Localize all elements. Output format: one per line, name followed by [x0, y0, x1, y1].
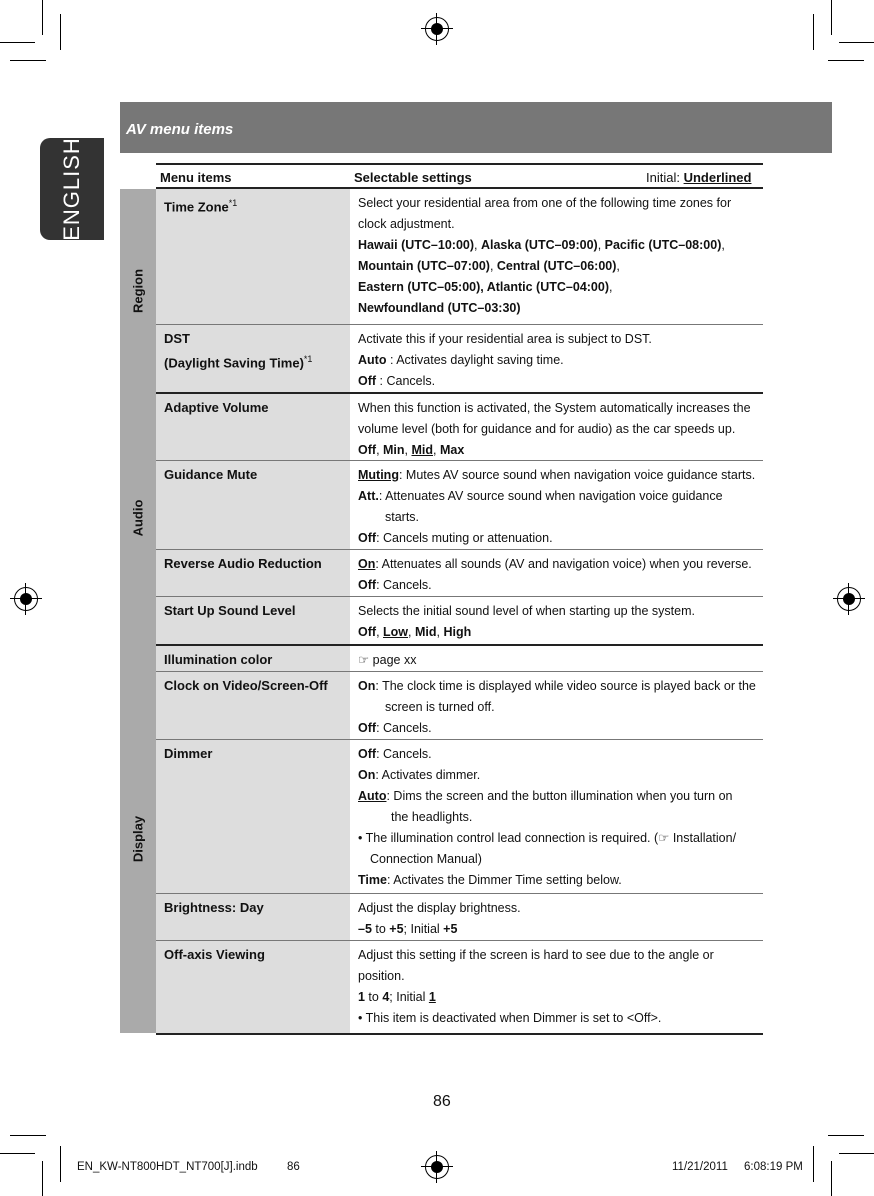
section-title-bar	[120, 102, 832, 153]
crop-mark	[60, 14, 61, 50]
table-row-reverse-audio	[156, 550, 763, 597]
table-row-time-zone	[156, 189, 763, 325]
footer-time: 6:08:19 PM	[744, 1161, 803, 1173]
footer-page: 86	[287, 1161, 300, 1173]
table-row-clock-video	[156, 672, 763, 740]
registration-mark-icon	[14, 587, 38, 611]
row-name: Time Zone$^{*1}$	[156, 189, 350, 324]
crop-mark	[813, 14, 814, 50]
crop-mark	[10, 1135, 46, 1136]
row-settings: Adjust the display brightness. –5 to +5; Initial +5	[358, 901, 521, 936]
table-header	[156, 163, 763, 189]
row-settings	[358, 650, 759, 671]
table-row-adaptive-volume	[156, 394, 763, 461]
row-settings: Selects the initial sound level of when starting up the system. Off, Low, Mid, High	[358, 604, 695, 639]
crop-mark	[831, 0, 832, 35]
row-name: DST (Daylight Saving Time)$^{*1}$	[156, 325, 350, 392]
section-audio: Audio	[120, 392, 156, 644]
row-settings: On: Attenuates all sounds (AV and navigation voice) when you reverse. Off: Cancels.	[358, 557, 752, 592]
registration-mark-icon	[425, 1155, 449, 1179]
row-name: Reverse Audio Reduction	[156, 550, 350, 596]
table-row-illumination	[156, 646, 763, 672]
section-display: Display	[120, 644, 156, 1033]
crop-mark	[839, 42, 874, 43]
row-name: Adaptive Volume	[156, 394, 350, 460]
registration-mark-icon	[425, 17, 449, 41]
crop-mark	[10, 60, 46, 61]
crop-mark	[828, 1135, 864, 1136]
row-name: Brightness: Day	[156, 894, 350, 940]
footer-date: 11/21/2011	[672, 1161, 728, 1173]
table-row-guidance-mute	[156, 461, 763, 550]
table-row-dst	[156, 325, 763, 394]
crop-mark	[0, 42, 35, 43]
crop-mark	[839, 1153, 874, 1154]
section-region: Region	[120, 189, 156, 392]
language-label: ENGLISH	[59, 137, 84, 241]
table-row-brightness	[156, 894, 763, 941]
page-number: 86	[433, 1093, 451, 1110]
row-settings: On: The clock time is displayed while video source is played back or the screen is turned off. Off: Cancels.	[358, 679, 756, 735]
page-reference-link: ☞ page xx	[358, 653, 417, 667]
crop-mark	[42, 0, 43, 35]
row-settings: Select your residential area from one of the following time zones for clock adjustment. Hawaii (UTC–10:00), Alaska (UTC–09:00), Pacific (UTC–08:00), Mountain (UTC–07:00), Central (UTC–06:00), Eastern (UTC–05:00), Atlantic (UTC–04:00), Newfoundland (UTC–03:30)	[358, 196, 732, 315]
av-menu-table	[120, 163, 763, 1033]
table-row-off-axis	[156, 941, 763, 1035]
row-name: Dimmer	[156, 740, 350, 893]
page-title: AV menu items	[126, 121, 234, 138]
row-settings: When this function is activated, the System automatically increases the volume level (both for guidance and for audio) as the car speeds up. Off, Min, Mid, Max	[358, 401, 751, 457]
header-menu-items: Menu items	[160, 170, 232, 185]
crop-mark	[828, 60, 864, 61]
crop-mark	[60, 1146, 61, 1182]
row-name: Start Up Sound Level	[156, 597, 350, 644]
crop-mark	[813, 1146, 814, 1182]
row-settings: Off: Cancels. On: Activates dimmer. Auto: Dims the screen and the button illumination when you turn on the headlights. • The illumination control lead connection is required. (☞ Installation/ Connection Manual) Time: Activates the Dimmer Time setting below.	[358, 747, 737, 887]
row-settings: Activate this if your residential area is subject to DST. Auto : Activates daylight saving time. Off : Cancels.	[358, 332, 652, 388]
header-selectable-settings: Selectable settings	[354, 170, 472, 185]
row-name: Guidance Mute	[156, 461, 350, 549]
crop-mark	[0, 1153, 35, 1154]
table-row-dimmer	[156, 740, 763, 894]
row-settings: Adjust this setting if the screen is hard to see due to the angle or position. 1 to 4; Initial 1 • This item is deactivated when Dimmer is set to <Off>.	[358, 948, 714, 1025]
crop-mark	[42, 1161, 43, 1196]
crop-mark	[831, 1161, 832, 1196]
registration-mark-icon	[837, 587, 861, 611]
language-tab	[40, 138, 104, 240]
header-initial: Initial: Underlined	[646, 170, 752, 185]
row-settings: Muting: Mutes AV source sound when navigation voice guidance starts. Att.: Attenuates AV source sound when navigation voice guidance starts. Off: Cancels muting or attenuation.	[358, 468, 756, 545]
table-row-startup-sound	[156, 597, 763, 646]
row-name: Off-axis Viewing	[156, 941, 350, 1033]
footer-filename: EN_KW-NT800HDT_NT700[J].indb	[77, 1161, 258, 1173]
row-name: Illumination color	[156, 646, 350, 671]
row-name: Clock on Video/Screen-Off	[156, 672, 350, 739]
